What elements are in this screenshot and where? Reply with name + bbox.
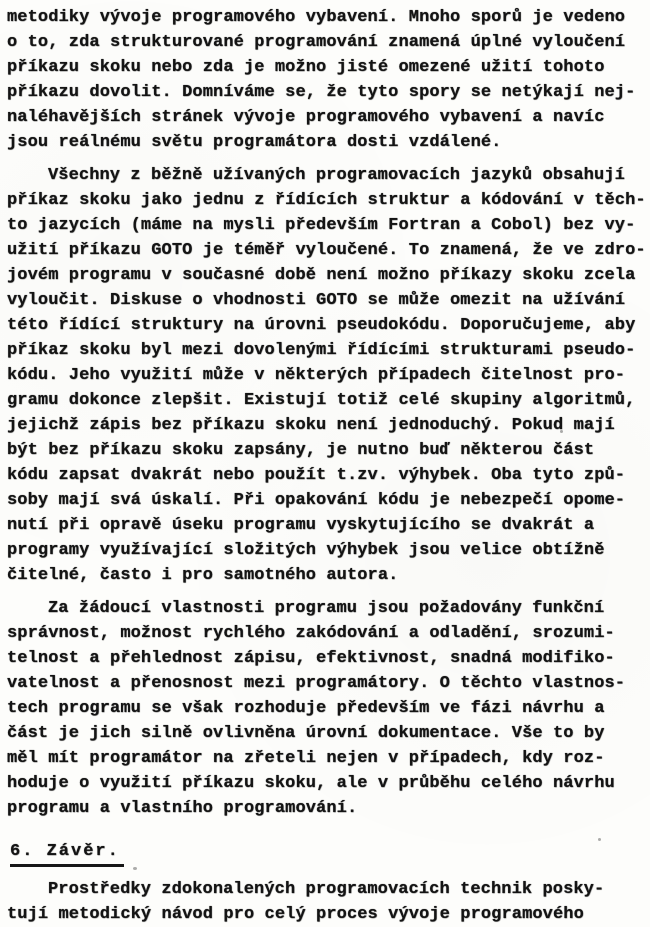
- text-line: užití příkazu GOTO je téměř vyloučené. To znamená, že ve zdro-: [7, 241, 646, 260]
- text-line: tech programu se však rozhoduje především ve fázi návrhu a: [7, 699, 605, 718]
- text-line: Za žádoucí vlastnosti programu jsou požadovány funkční: [48, 599, 605, 618]
- text-line: kódu. Jeho využití může v některých případech čitelnost pro-: [7, 366, 626, 385]
- paragraph-1: [7, 5, 644, 155]
- paragraph-3: [7, 596, 644, 821]
- text-line: hoduje o využití příkazu skoku, ale v průběhu celého návrhu: [7, 774, 615, 793]
- text-line: jejichž zápis bez příkazu skoku není jednoduchý. Pokud mají: [7, 416, 615, 435]
- text-line: soby mají svá úskalí. Při opakování kódu je nebezpečí opome-: [7, 491, 626, 510]
- text-line: být bez příkazu skoku zapsány, je nutno buď některou část: [7, 441, 595, 460]
- text-line: příkaz skoku jako jednu z řídících struktur a kódování v těch-: [7, 191, 646, 210]
- text-line: Prostředky zdokonalených programovacích technik posky-: [48, 880, 605, 899]
- text-line: jovém programu v současné době není možno příkazy skoku zcela: [7, 266, 636, 285]
- text-line: příkazu skoku nebo zda je možno jisté omezené užití tohoto: [7, 58, 605, 77]
- text-line: naléhavějších stránek vývoje programového vybavení a navíc: [7, 108, 605, 127]
- text-line: to jazycích (máme na mysli především Fortran a Cobol) bez vy-: [7, 216, 636, 235]
- paragraph-4: [7, 877, 644, 927]
- text-line: čitelné, často i pro samotného autora.: [7, 566, 399, 585]
- text-line: příkazu dovolit. Domníváme se, že tyto spory se netýkají nej-: [7, 83, 636, 102]
- paragraph-2: [7, 163, 644, 588]
- text-line: měl mít programátor na zřeteli nejen v případech, kdy roz-: [7, 749, 605, 768]
- text-line: nutí při opravě úseku programu vyskytujícího se dvakrát a: [7, 516, 595, 535]
- document-text: [7, 5, 644, 927]
- text-line: této řídící struktury na úrovni pseudokódu. Doporučujeme, aby: [7, 316, 636, 335]
- text-line: část je jich silně ovlivněna úrovní dokumentace. Vše to by: [7, 724, 605, 743]
- text-line: gramu dokonce zlepšit. Existují totiž celé skupiny algoritmů,: [7, 391, 636, 410]
- section-heading-text: 6. Závěr.: [10, 839, 124, 867]
- text-line: správnost, možnost rychlého zakódování a odladění, srozumi-: [7, 624, 615, 643]
- text-line: programy využívající složitých výhybek jsou velice obtížně: [7, 541, 605, 560]
- text-line: Všechny z běžně užívaných programovacích jazyků obsahují: [48, 166, 625, 185]
- text-line: vatelnost a přenosnost mezi programátory. O těchto vlastnos-: [7, 674, 626, 693]
- text-line: příkaz skoku byl mezi dovolenými řídícími strukturami pseudo-: [7, 341, 636, 360]
- section-heading: [10, 839, 644, 867]
- text-line: kódu zapsat dvakrát nebo použít t.zv. výhybek. Oba tyto způ-: [7, 466, 626, 485]
- text-line: o to, zda strukturované programování znamená úplné vyloučení: [7, 33, 626, 52]
- section-heading-line: [10, 839, 644, 867]
- text-line: tují metodický návod pro celý proces vývoje programového: [7, 905, 584, 924]
- text-line: programu a vlastního programování.: [7, 799, 358, 818]
- text-line: telnost a přehlednost zápisu, efektivnost, snadná modifiko-: [7, 649, 615, 668]
- text-line: metodiky vývoje programového vybavení. Mnoho sporů je vedeno: [7, 8, 626, 27]
- text-line: vyloučit. Diskuse o vhodnosti GOTO se může omezit na užívání: [7, 291, 626, 310]
- text-line: jsou reálnému světu programátora dosti vzdálené.: [7, 133, 502, 152]
